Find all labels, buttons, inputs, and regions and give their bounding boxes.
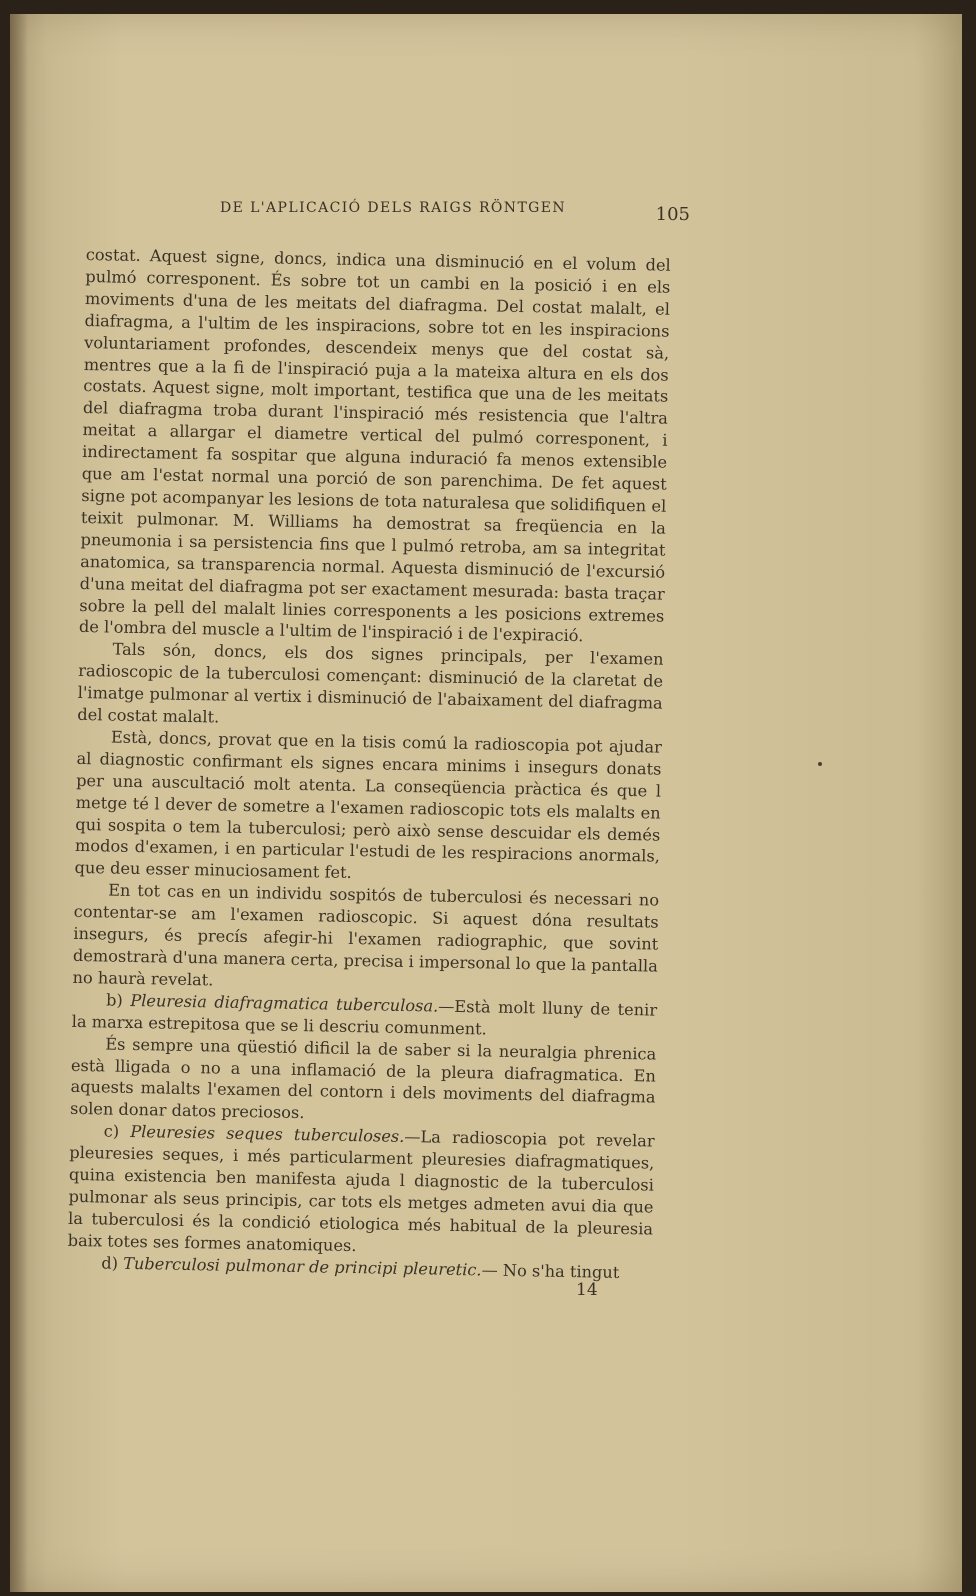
paragraph: És sempre una qüestió dificil la de saber si la neuralgia phrenica està lligada o no a una inflamació de la pleura diafragmatica. En aquests malalts l'examen del contorn i dels moviments del diafragma solen donar datos preciosos. — [69, 1034, 657, 1123]
running-title: DE L'APLICACIÓ DELS RAIGS RÖNTGEN — [220, 200, 567, 216]
book-page — [10, 14, 962, 1592]
body-text — [67, 244, 671, 1284]
paragraph: Tals són, doncs, els dos signes principals, per l'examen radioscopic de la tuberculosi començant: disminució de la claretat de l'imatge pulmonar al vertix i disminució de l'abaixament del diafragma del costat malalt. — [77, 639, 664, 727]
item-label: b) — [105, 990, 124, 1010]
signature-mark: 14 — [576, 1280, 598, 1300]
paragraph: Està, doncs, provat que en la tisis comú la radioscopia pot ajudar al diagnostic confirmant els signes encara minims i insegurs donats per una auscultació molt atenta. La conseqüencia pràctica és que l metge té l dever de sometre a l'examen radioscopic tots els malalts en qui sospita o tem la tuberculosi; però això sense descuidar els demés modos d'examen, i en particular l'estudi de les respiracions anormals, que deu esser minuciosament fet. — [74, 727, 663, 883]
paragraph-c — [68, 1120, 655, 1262]
item-heading: Pleuresies seques tuberculoses. — [130, 1122, 405, 1147]
paragraph: costat. Aquest signe, doncs, indica una disminució en el volum del pulmó corresponent. És sobre tot un cambi en la posició i en els moviments d'una de les meitats del diafragma. Del costat malalt, el diafragma, a l'ultim de les inspiracions, sobre tot en les inspiracions voluntariament profondes, descendeix menys que del costat sà, mentres que a la fi de l'inspiració puja a la mateixa altura en els dos costats. Aquest signe, molt important, testifica que una de les meitats del diafragma troba durant l'inspiració més resistencia que l'altra meitat a allargar el diametre vertical del pulmó corresponent, i indirectament fa sospitar que alguna induració fa menos extensible que am l'estat normal una porció de son parenchima. De fet aquest signe pot acompanyar les lesions de tota naturalesa que solidifiquen el teixit pulmonar. M. Williams ha demostrat sa freqüencia en la pneumonia i sa persistencia fins que l pulmó retroba, am sa integritat anatomica, sa transparencia normal. Aquesta disminució de l'excursió d'una meitat del diafragma pot ser exactament mesurada: basta traçar sobre la pell del malalt linies corresponents a les posicions extremes de l'ombra del muscle a l'ultim de l'inspiració i de l'expiració. — [78, 244, 671, 646]
item-label: d) — [101, 1253, 119, 1273]
item-text: —Està molt lluny de tenir la marxa estrepitosa que se li descriu comunment. — [71, 996, 658, 1039]
page-number: 105 — [655, 204, 690, 225]
paper-speck — [818, 762, 822, 766]
item-heading: Pleuresia diafragmatica tuberculosa. — [130, 990, 439, 1016]
paragraph: En tot cas en un individu sospitós de tuberculosi és necessari no contentar-se am l'examen radioscopic. Si aquest dóna resultats insegurs, és precís afegir-hi l'examen radiographic, que sovint demostrarà d'una manera certa, precisa i impersonal lo que la pantalla no haurà revelat. — [72, 880, 660, 990]
item-text: —La radioscopia pot revelar pleuresies seques, i més particularment pleuresies diafragmatiques, quina existencia ben manifesta ajuda l diagnostic de la tuberculosi pulmonar als seus principis, car tots els metges admeten avui dia que la tuberculosi és la condició etiologica més habitual de la pleuresia baix totes ses formes anatomiques. — [67, 1127, 655, 1255]
item-label: c) — [103, 1121, 120, 1142]
item-text: — No s'ha tingut — [481, 1260, 620, 1282]
page-gutter-shadow — [10, 14, 28, 1592]
item-heading: Tuberculosi pulmonar de principi pleuretic. — [123, 1253, 482, 1280]
